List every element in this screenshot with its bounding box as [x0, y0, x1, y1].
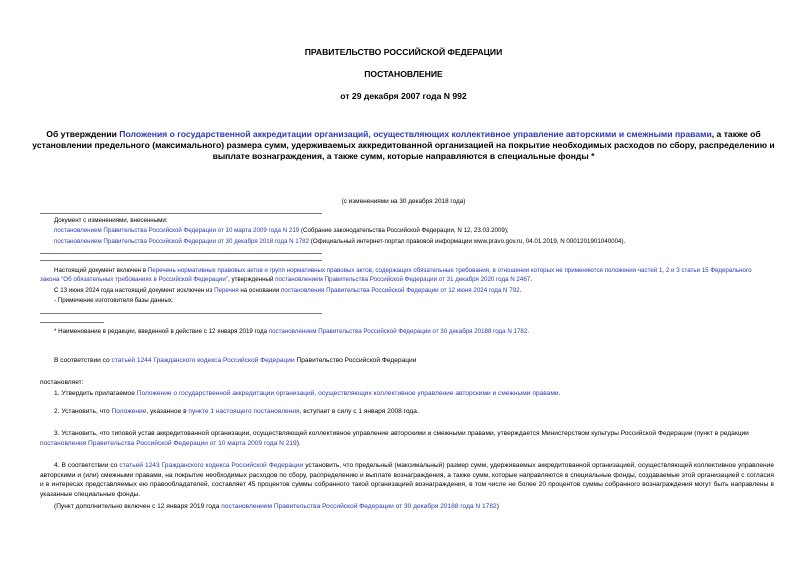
divider: [40, 253, 322, 254]
footnote: * Наименование в редакции, введенной в действие с 12 января 2019 года постановлением Правительства Российской Федерации от 30 декабря 20188 года N 1782.: [54, 328, 530, 335]
clause-2: 2. Установить, что Положение, указанное в пункте 1 настоящего постановления, вступает в силу с 1 января 2008 года.: [54, 408, 419, 415]
clause-3: 3. Установить, что типовой устав аккредитованной организации, осуществляющей коллективное управление авторскими и смежными правами, утверждается Министерством культуры Российской Федерации (пункт в редакции постановления Правительства Российской Федерации от 10 марта 2009 года N 219).: [40, 430, 749, 447]
title-suffix: , а также об установлении предельного (максимального) размера сумм, удерживаемых аккредитованной организацией на покрытие необходимых расходов по сбору, распределению и выплате вознаграждения, а также сумм, которые направляются в специальные фонды: [32, 129, 775, 161]
footnote-resolution-link[interactable]: постановлением Правительства Российской Федерации от 30 декабря 20188 года N 1782: [268, 328, 528, 335]
resolution-2467-link[interactable]: постановлением Правительства Российской Федерации от 31 декабря 2020 года N 2467: [275, 276, 531, 284]
mandatory-requirements-list-link[interactable]: Перечень нормативных правовых актов и групп нормативных правовых актов, содержащих обязательные требования, в отношении которых не применяются положения частей 1, 2 и 3 статьи 15 Федерального закона "Об обязательных требованиях в Российской Федерации": [40, 267, 752, 284]
database-note: - Примечение изготовителя базы данных.: [54, 297, 174, 304]
resolution-219-link[interactable]: постановления Правительства Российской Федерации от 10 марта 2009 года N 219: [40, 439, 297, 447]
civil-code-1244-link[interactable]: статьей 1244 Гражданского кодекса Российской Федерации: [111, 357, 295, 364]
clause-1-reference-link[interactable]: пункте 1 настоящего постановления: [188, 408, 300, 415]
resolution-1782-link[interactable]: постановлением Правительства Российской Федерации от 30 декабря 20188 года N 1782: [221, 503, 497, 510]
list-link[interactable]: Перечня: [214, 287, 239, 294]
title-regulation-link[interactable]: Положения о государственной аккредитации организаций, осуществляющих коллективное управление авторскими и смежными правами: [119, 129, 712, 139]
amendment-link[interactable]: постановлением Правительства Российской Федерации от 30 декабря 2018 года N 1782: [54, 238, 310, 245]
amendment-link[interactable]: постановлением Правительства Российской Федерации от 10 марта 2009 года N 219: [54, 227, 300, 234]
clause-4: 4. В соответствии со статьей 1243 Гражданского кодекса Российской Федерации установить, что предельный (максимальный) размер сумм, удерживаемых аккредитованной организацией, осуществляющей коллективное управление авторскими и (или) смежными правами, на покрытие необходимых расходов по сбору, распределению и выплате вознаграждения, а также сумм, которые направляются в специальные фонды, создаваемые этой организацией с согласия и в интересах представляемых ею правообладателей, составляет 45 процентов суммы собранного такой организацией вознаграждения, в том числе не более 20 процентов суммы собранного вознаграждения могут быть направлены в указанные специальные фонды.: [40, 462, 775, 498]
edition-subtitle: (с изменениями на 30 декабря 2018 года): [341, 198, 466, 205]
title-prefix: Об утверждении: [46, 129, 120, 139]
decides-word: постановляет:: [40, 379, 84, 386]
divider: [40, 313, 322, 314]
amendment-item: постановлением Правительства Российской Федерации от 30 декабря 2018 года N 1782 (Официальный интернет-портал правовой информации www.pravo.gov.ru, 04.01.2019, N 0001201901040004).: [54, 238, 626, 245]
preamble: В соответствии со статьей 1244 Гражданского кодекса Российской Федерации Правительство Российской Федерации: [54, 357, 417, 364]
document-title: [28, 129, 779, 162]
civil-code-1243-link[interactable]: статьей 1243 Гражданского кодекса Российской Федерации: [119, 462, 304, 469]
amendments-intro: Документ с изменениями, внесенными:: [54, 217, 168, 224]
issuer-heading: ПРАВИТЕЛЬСТВО РОССИЙСКОЙ ФЕДЕРАЦИИ: [304, 47, 503, 57]
clause-1: 1. Утвердить прилагаемое Положение о государственной аккредитации организаций, осуществляющих коллективное управление авторскими и смежными правами.: [54, 390, 561, 397]
amendment-item: постановлением Правительства Российской Федерации от 10 марта 2009 года N 219 (Собрание законодательства Российской Федерации, N 12, 23.03.2009);: [54, 227, 509, 234]
title-footnote-marker: *: [588, 151, 595, 161]
divider: [40, 213, 322, 214]
inclusion-notice: Настоящий документ включен в Перечень нормативных правовых актов и групп нормативных правовых актов, содержащих обязательные требования, в отношении которых не применяются положения частей 1, 2 и 3 статьи 15 Федерального закона "Об обязательных требованиях в Российской Федерации", утвержденный постановлением Правительства Российской Федерации от 31 декабря 2020 года N 2467.: [40, 267, 752, 284]
document-date-number: от 29 декабря 2007 года N 992: [340, 91, 467, 101]
clause-4-note: (Пункт дополнительно включен с 12 января 2019 года постановлением Правительства Российской Федерации от 30 декабря 20188 года N 1782): [54, 503, 499, 510]
divider: [40, 260, 322, 261]
document-type-heading: ПОСТАНОВЛЕНИЕ: [364, 69, 443, 79]
regulation-link[interactable]: Положение о государственной аккредитации организаций, осуществляющих коллективное управление авторскими и смежными правами: [136, 390, 559, 397]
exclusion-notice: С 13 июня 2024 года настоящий документ исключен из Перечня на основании постановления Правительства Российской Федерации от 12 июня 2024 года N 792.: [54, 287, 522, 294]
regulation-short-link[interactable]: Положение: [111, 408, 147, 415]
footnote-divider: [40, 322, 104, 323]
resolution-792-link[interactable]: постановления Правительства Российской Федерации от 12 июня 2024 года N 792: [281, 287, 520, 294]
